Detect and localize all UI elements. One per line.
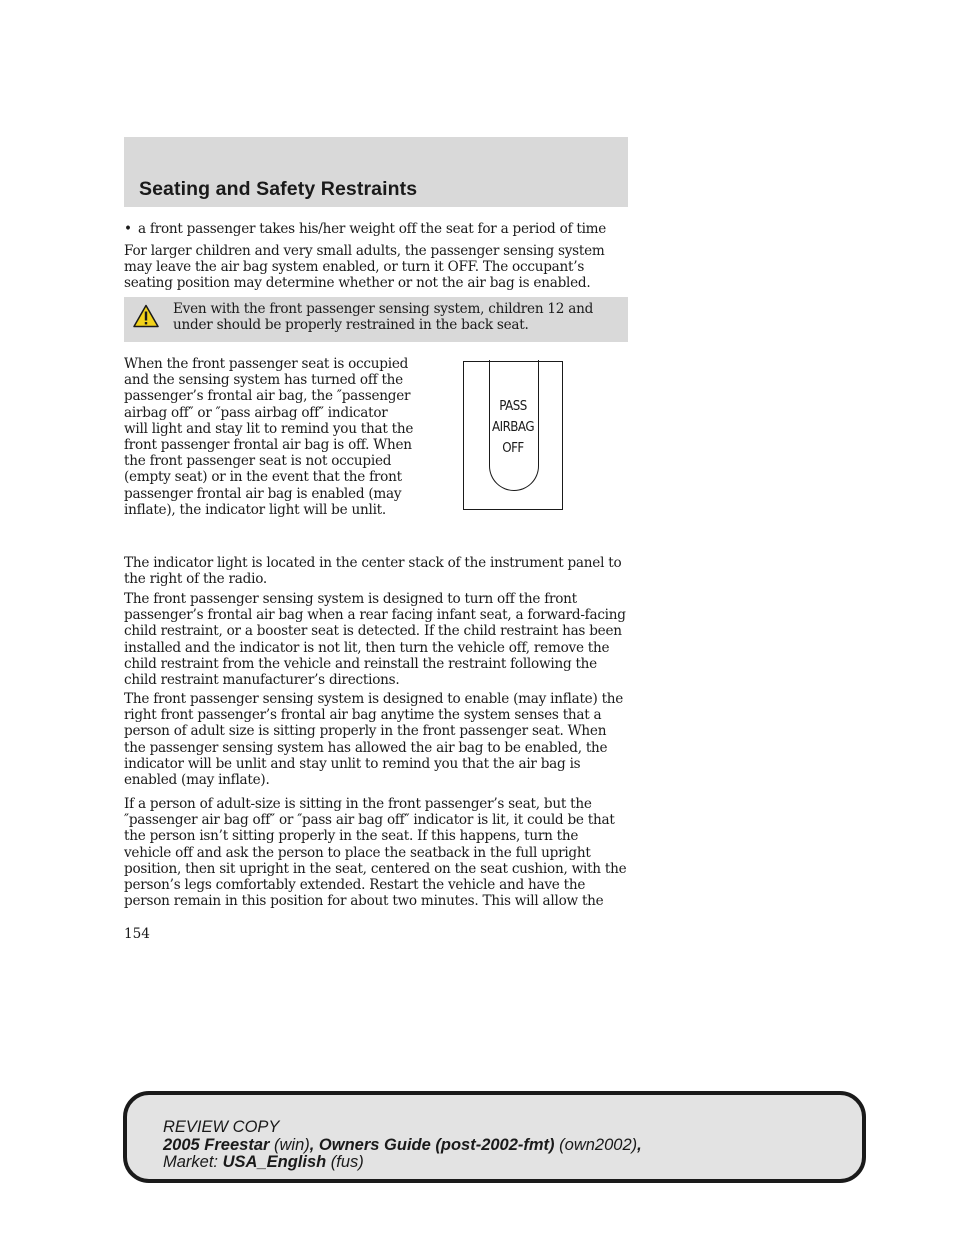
footer-market-label: Market:	[163, 1153, 223, 1171]
footer-model: 2005 Freestar	[163, 1135, 270, 1154]
bullet-item	[124, 221, 634, 237]
section-header	[124, 137, 628, 207]
paragraph-enable	[124, 691, 628, 788]
paragraph-text: For larger children and very small adults, the passenger sensing system may leave the air bag system enabled, or turn it OFF. The occupant’s seating position may determine whether or not the air bag is enabled.	[124, 243, 605, 292]
paragraph-larger-children	[124, 243, 628, 292]
footer-guide-line	[163, 1137, 853, 1155]
paragraph-text: The front passenger sensing system is designed to enable (may inflate) the right front passenger’s frontal air bag anytime the system senses that a person of adult size is sitting properly in the front passenger seat. When the passenger sensing system has allowed the air bag to be enabled, the indicator will be unlit and stay unlit to remind you that the air bag is enabled (may inflate).	[124, 691, 624, 789]
section-title: Seating and Safety Restraints	[139, 178, 418, 200]
warning-box	[124, 297, 628, 342]
paragraph-turn-off	[124, 591, 628, 688]
paragraph-indicator: When the front passenger seat is occupied and the sensing system has turned off the passenger’s frontal air bag, the ″passenger airbag off″ or ″pass airbag off″ indicator will light and stay lit to remind you that the front passenger frontal air bag is off. When the front passenger seat is not occupied (empty seat) or in the event that the front passenger frontal air bag is enabled (may inflate), the indicator light will be unlit.	[124, 356, 414, 518]
paragraph-text: The indicator light is located in the center stack of the instrument panel to the right of the radio.	[124, 555, 622, 588]
pass-airbag-off-indicator-illustration	[463, 361, 563, 510]
bullet-text: a front passenger takes his/her weight off the seat for a period of time	[138, 221, 607, 237]
footer-market-line	[163, 1154, 853, 1172]
page-number: 154	[124, 926, 150, 942]
review-copy-footer	[123, 1091, 866, 1183]
footer-guide-code: (own2002)	[554, 1135, 638, 1154]
footer-market: USA_English	[222, 1153, 327, 1171]
paragraph-adult	[124, 796, 628, 909]
paragraph-text: If a person of adult-size is sitting in the front passenger’s seat, but the ″passenger air bag off″ or ″pass air bag off″ indicator is lit, it could be that the person isn’t sitting properly in the seat. If this happens, turn the vehicle off and ask the person to place the seatback in the full upright position, then sit upright in the seat, centered on the seat cushion, with the person’s legs comfortably extended. Restart the vehicle and have the person remain in this position for about two minutes. This will allow the	[124, 796, 627, 910]
footer-model-code: (win)	[269, 1135, 310, 1154]
indicator-label: PASS AIRBAG OFF	[492, 398, 534, 456]
bullet-dot: •	[124, 221, 132, 237]
footer-market-code: (fus)	[326, 1153, 364, 1171]
review-copy-label: REVIEW COPY	[163, 1118, 280, 1136]
paragraph-text: The front passenger sensing system is designed to turn off the front passenger’s frontal air bag when a rear facing infant seat, a forward-facing child restraint, or a booster seat is detected. If the child restraint has been installed and the indicator is not lit, then turn the vehicle off, remove the child restraint from the vehicle and reinstall the restraint following the child restraint manufacturer’s directions.	[124, 591, 626, 689]
warning-text: Even with the front passenger sensing system, children 12 and under should be properly restrained in the back seat.	[173, 301, 594, 334]
warning-triangle-icon	[133, 304, 159, 328]
footer-text	[163, 1119, 853, 1172]
footer-comma: ,	[637, 1135, 642, 1154]
paragraph-location	[124, 555, 628, 587]
footer-guide: , Owners Guide (post-2002-fmt)	[309, 1135, 555, 1154]
